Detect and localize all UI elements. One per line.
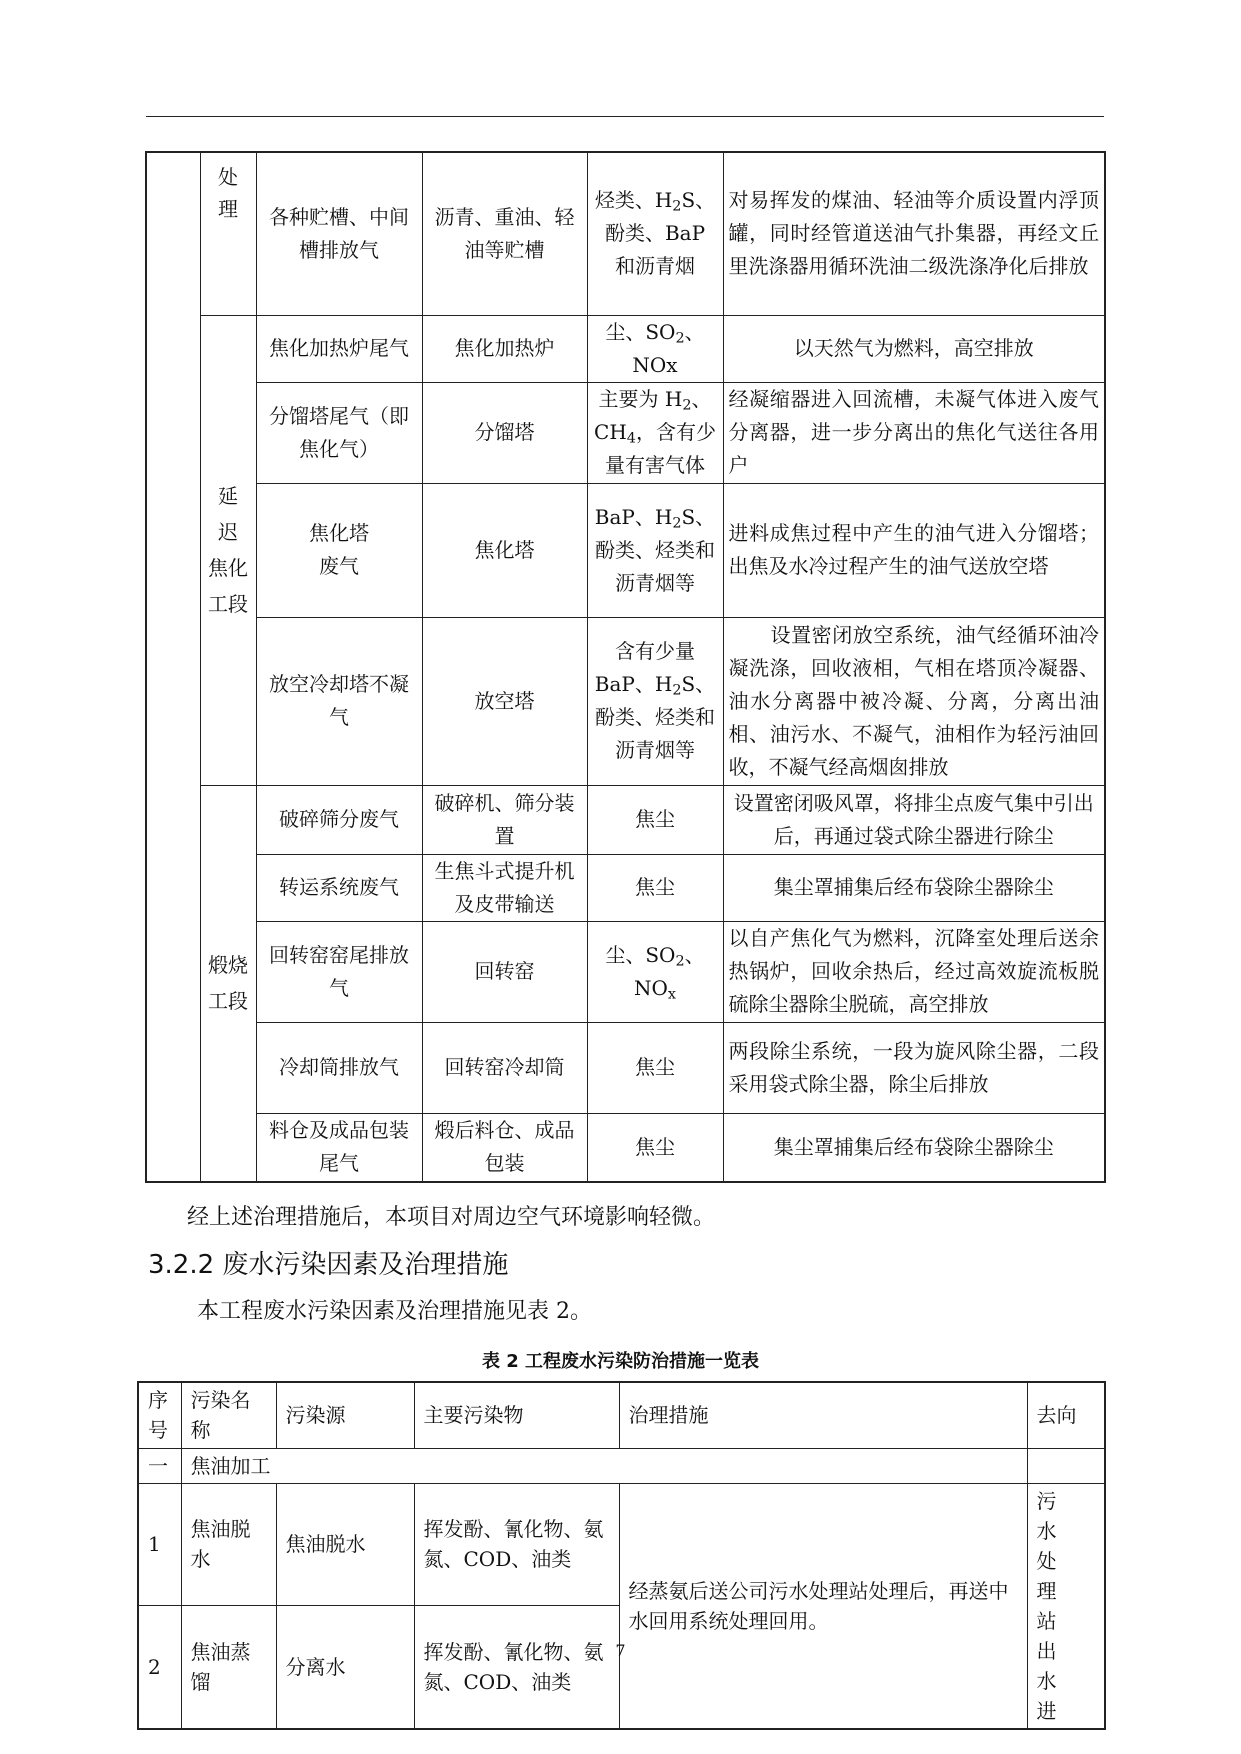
table-row — [146, 921, 1105, 1022]
measure-cell: 集尘罩捕集后经布袋除尘器除尘 — [723, 854, 1105, 921]
intro-paragraph: 本工程废水污染因素及治理措施见表 2。 — [197, 1299, 592, 1324]
stage-cell: 处 理 — [200, 152, 256, 315]
header-dest: 去向 — [1027, 1382, 1105, 1448]
table-row — [146, 785, 1105, 854]
source-cell: 分馏塔 — [422, 382, 587, 483]
source-cell: 生焦斗式提升机及皮带输送 — [422, 854, 587, 921]
table-header-row — [138, 1382, 1105, 1448]
group-dest — [1027, 1448, 1105, 1483]
pollutant-cell: BaP、$H_2S$、酚类、烃类和沥青烟等 — [587, 483, 723, 617]
pollutant-cell: 尘、$SO_2$、NOx — [587, 315, 723, 382]
measure-cell: 两段除尘系统，一段为旋风除尘器，二段采用袋式除尘器，除尘后排放 — [723, 1022, 1105, 1113]
measure-cell: 以天然气为燃料，高空排放 — [723, 315, 1105, 382]
row-seq: 2 — [138, 1605, 181, 1728]
table-group-row — [138, 1448, 1105, 1483]
header-rule — [146, 116, 1104, 117]
measure-cell: 集尘罩捕集后经布袋除尘器除尘 — [723, 1113, 1105, 1182]
stage-cell: 延 迟 焦化 工段 — [200, 315, 256, 785]
table-row — [146, 315, 1105, 382]
measure-cell: 对易挥发的煤油、轻油等介质设置内浮顶罐，同时经管道送油气扑集器，再经文丘里洗涤器用循环洗油二级洗涤净化后排放 — [723, 152, 1105, 315]
source-cell: 焦化塔 — [422, 483, 587, 617]
gas-name-cell: 料仓及成品包装尾气 — [256, 1113, 422, 1182]
row-pollutants: 挥发酚、氰化物、氨氮、COD、油类 — [414, 1605, 619, 1728]
blank-column — [146, 152, 200, 1182]
source-cell: 放空塔 — [422, 617, 587, 785]
shared-measure: 经蒸氨后送公司污水处理站处理后，再送中水回用系统处理回用。 — [619, 1483, 1027, 1729]
table-caption: 表 2 工程废水污染防治措施一览表 — [481, 1351, 760, 1372]
measure-cell: 以自产焦化气为燃料，沉降室处理后送余热锅炉，回收余热后，经过高效旋流板脱硫除尘器除尘脱硫，高空排放 — [723, 921, 1105, 1022]
air-pollution-table — [145, 151, 1106, 1183]
table-row — [146, 152, 1105, 315]
header-measure: 治理措施 — [619, 1382, 1027, 1448]
gas-name-cell: 各种贮槽、中间槽排放气 — [256, 152, 422, 315]
header-source: 污染源 — [276, 1382, 414, 1448]
pollutant-cell: 烃类、$H_2S$、酚类、BaP 和沥青烟 — [587, 152, 723, 315]
pollutant-cell: 主要为 $H_2$、$CH_4$，含有少量有害气体 — [587, 382, 723, 483]
pollutant-cell: 焦尘 — [587, 1022, 723, 1113]
table-row — [146, 854, 1105, 921]
source-cell: 回转窑 — [422, 921, 587, 1022]
gas-name-cell: 冷却筒排放气 — [256, 1022, 422, 1113]
header-name: 污染名称 — [181, 1382, 276, 1448]
stage-cell: 煅烧 工段 — [200, 785, 256, 1182]
table-row — [146, 483, 1105, 617]
header-pollutants: 主要污染物 — [414, 1382, 619, 1448]
table-row — [146, 1113, 1105, 1182]
row-source: 焦油脱水 — [276, 1483, 414, 1605]
gas-name-cell: 分馏塔尾气（即焦化气） — [256, 382, 422, 483]
table-row — [146, 1022, 1105, 1113]
measure-cell: 进料成焦过程中产生的油气进入分馏塔；出焦及水冷过程产生的油气送放空塔 — [723, 483, 1105, 617]
pollutant-cell: 尘、$SO_2$、$NO_x$ — [587, 921, 723, 1022]
gas-name-cell: 破碎筛分废气 — [256, 785, 422, 854]
row-name: 焦油蒸馏 — [181, 1605, 276, 1728]
source-cell: 焦化加热炉 — [422, 315, 587, 382]
header-seq: 序号 — [138, 1382, 181, 1448]
source-cell: 煅后料仓、成品包装 — [422, 1113, 587, 1182]
gas-name-cell: 放空冷却塔不凝气 — [256, 617, 422, 785]
gas-name-cell: 转运系统废气 — [256, 854, 422, 921]
pollutant-cell: 焦尘 — [587, 785, 723, 854]
pollutant-cell: 焦尘 — [587, 1113, 723, 1182]
table-row — [138, 1483, 1105, 1605]
gas-name-cell: 焦化加热炉尾气 — [256, 315, 422, 382]
page-number: 7 — [615, 1641, 626, 1660]
pollutant-cell: 含有少量 BaP、$H_2S$、酚类、烃类和沥青烟等 — [587, 617, 723, 785]
table-row — [146, 382, 1105, 483]
group-seq: 一 — [138, 1448, 181, 1483]
pollutant-cell: 焦尘 — [587, 854, 723, 921]
row-name: 焦油脱水 — [181, 1483, 276, 1605]
summary-paragraph: 经上述治理措施后，本项目对周边空气环境影响轻微。 — [187, 1205, 716, 1230]
wastewater-table — [137, 1381, 1106, 1730]
row-source: 分离水 — [276, 1605, 414, 1728]
measure-cell: 设置密闭吸风罩，将排尘点废气集中引出后，再通过袋式除尘器进行除尘 — [723, 785, 1105, 854]
source-cell: 回转窑冷却筒 — [422, 1022, 587, 1113]
table-row — [146, 617, 1105, 785]
row-pollutants: 挥发酚、氰化物、氨氮、COD、油类 — [414, 1483, 619, 1605]
group-name: 焦油加工 — [181, 1448, 1027, 1483]
section-heading: 3.2.2 废水污染因素及治理措施 — [148, 1250, 509, 1280]
row-seq: 1 — [138, 1483, 181, 1605]
gas-name-cell: 焦化塔 废气 — [256, 483, 422, 617]
source-cell: 破碎机、筛分装置 — [422, 785, 587, 854]
shared-dest: 污水处理站出水进 — [1027, 1483, 1105, 1729]
measure-cell: 设置密闭放空系统，油气经循环油冷凝洗涤，回收液相，气相在塔顶冷凝器、油水分离器中被冷凝、分离，分离出油相、油污水、不凝气，油相作为轻污油回收，不凝气经高烟囱排放 — [723, 617, 1105, 785]
source-cell: 沥青、重油、轻油等贮槽 — [422, 152, 587, 315]
measure-cell: 经凝缩器进入回流槽，未凝气体进入废气分离器，进一步分离出的焦化气送往各用户 — [723, 382, 1105, 483]
gas-name-cell: 回转窑窑尾排放气 — [256, 921, 422, 1022]
